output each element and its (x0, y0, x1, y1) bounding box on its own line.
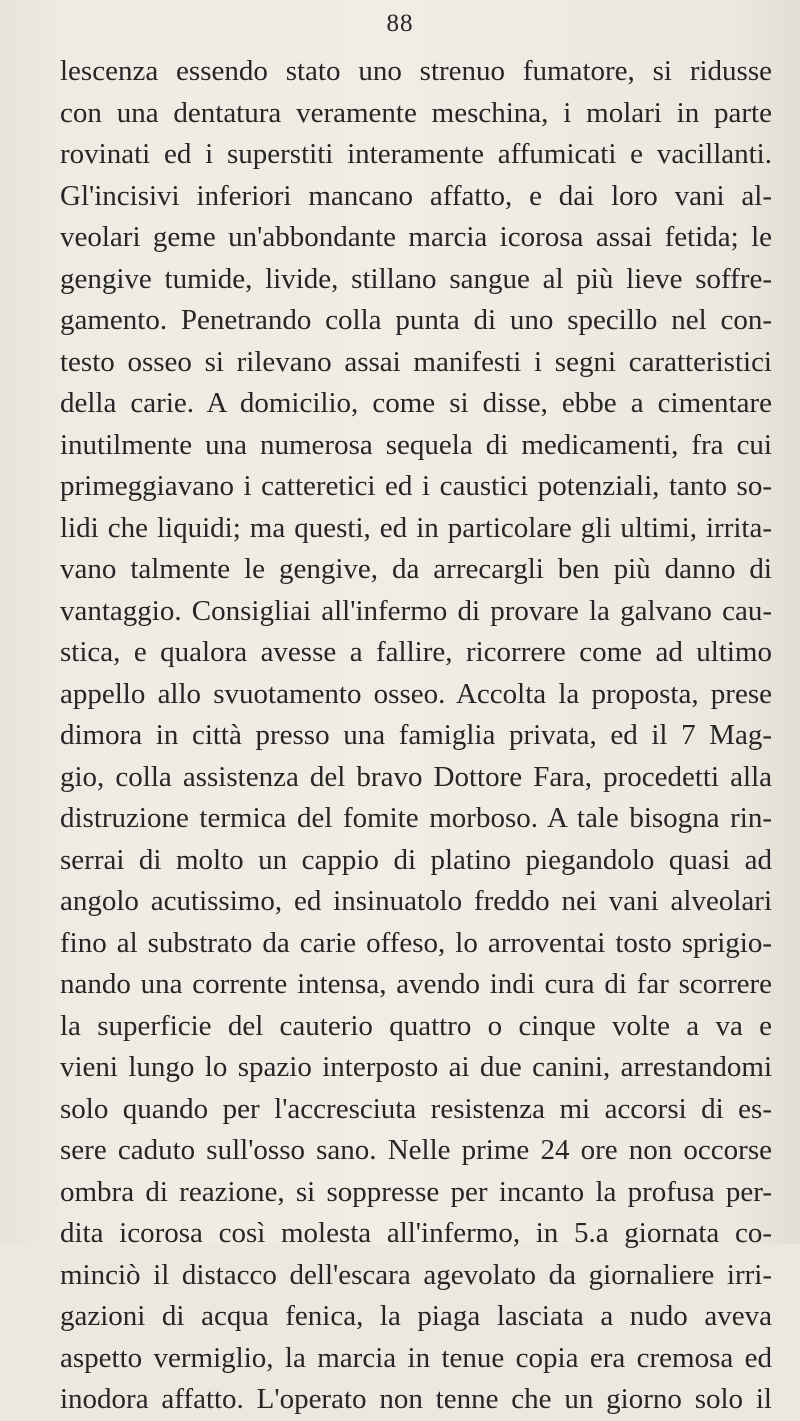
text-line: dita icorosa così molesta all'infermo, in 5.a giornata co- (60, 1217, 772, 1249)
text-line: distruzione termica del fomite morboso. A tale bisogna rin- (60, 802, 772, 834)
text-line: gengive tumide, livide, stillano sangue al più lieve soffre- (60, 262, 772, 295)
text-line: aspetto vermiglio, la marcia in tenue copia era cremosa ed (60, 1341, 772, 1374)
text-line: gazioni di acqua fenica, la piaga lasciata a nudo aveva (60, 1300, 772, 1332)
page-number: 88 (386, 10, 414, 37)
text-line: ombra di reazione, si soppresse per incanto la profusa per- (60, 1175, 772, 1208)
text-line: nando una corrente intensa, avendo indi cura di far scorrere (60, 968, 772, 1000)
text-line: inodora affatto. L'operato non tenne che un giorno solo il (60, 1383, 772, 1415)
text-line: gamento. Penetrando colla punta di uno specillo nel con- (60, 304, 772, 336)
text-line: fino al substrato da carie offeso, lo arroventai tosto sprigio- (60, 926, 772, 959)
text-line: vantaggio. Consigliai all'infermo di provare la galvano cau- (60, 594, 772, 627)
text-line: appello allo svuotamento osseo. Accolta la proposta, prese (60, 677, 772, 710)
body-text (60, 51, 772, 1421)
text-line: veolari geme un'abbondante marcia icorosa assai fetida; le (60, 221, 772, 253)
text-line: dimora in città presso una famiglia privata, ed il 7 Mag- (60, 719, 772, 751)
text-line: rovinati ed i superstiti interamente affumicati e vacillanti. (60, 138, 772, 170)
text-line: la superficie del cauterio quattro o cinque volte a va e (60, 1009, 772, 1042)
text-line: inutilmente una numerosa sequela di medicamenti, fra cui (60, 428, 772, 461)
text-line: testo osseo si rilevano assai manifesti i segni caratteristici (60, 345, 772, 378)
text-line: della carie. A domicilio, come si disse, ebbe a cimentare (60, 387, 772, 419)
text-line: sere caduto sull'osso sano. Nelle prime 24 ore non occorse (60, 1134, 772, 1166)
text-line: lidi che liquidi; ma questi, ed in particolare gli ultimi, irrita- (60, 511, 772, 544)
text-line: vieni lungo lo spazio interposto ai due canini, arrestandomi (60, 1051, 772, 1083)
text-line: vano talmente le gengive, da arrecargli ben più danno di (60, 553, 772, 585)
text-line: serrai di molto un cappio di platino piegandolo quasi ad (60, 843, 772, 876)
text-line: solo quando per l'accresciuta resistenza mi accorsi di es- (60, 1092, 772, 1125)
text-line: gio, colla assistenza del bravo Dottore Fara, procedetti alla (60, 760, 772, 793)
text-line: minciò il distacco dell'escara agevolato da giornaliere irri- (60, 1258, 772, 1291)
text-line: primeggiavano i catteretici ed i caustici potenziali, tanto so- (60, 470, 772, 502)
text-line: angolo acutissimo, ed insinuatolo freddo nei vani alveolari (60, 885, 772, 917)
text-line: lescenza essendo stato uno strenuo fumatore, si ridusse (60, 55, 772, 87)
text-line: stica, e qualora avesse a fallire, ricorrere come ad ultimo (60, 636, 772, 668)
text-line: con una dentatura veramente meschina, i molari in parte (60, 96, 772, 129)
text-line: Gl'incisivi inferiori mancano affatto, e dai loro vani al- (60, 179, 772, 212)
